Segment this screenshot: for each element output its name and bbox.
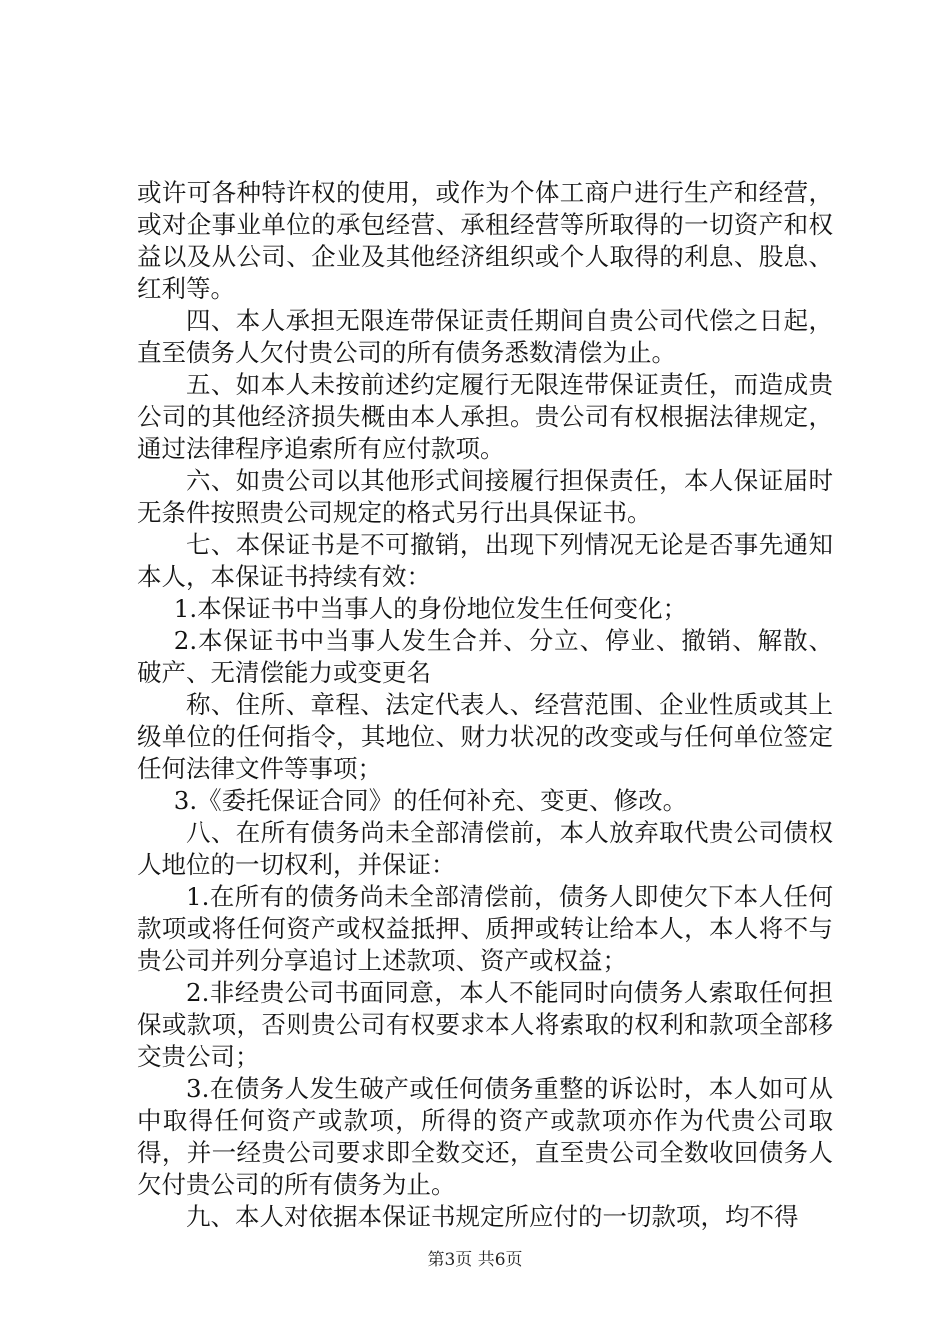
- paragraph-clause-6: 六、如贵公司以其他形式间接履行担保责任，本人保证届时无条件按照贵公司规定的格式另行出具保证书。: [137, 466, 833, 527]
- paragraph-clause-8-item-3: 3.在债务人发生破产或任何债务重整的诉讼时，本人如可从中取得任何资产或款项，所得的资产或款项亦作为代贵公司取得，并一经贵公司要求即全数交还，直至贵公司全数收回债务人欠付贵公司的所有债务为止。: [137, 1074, 833, 1199]
- paragraph-clause-7-item-1: 1.本保证书中当事人的身份地位发生任何变化；: [173, 594, 688, 623]
- paragraph-continuation: 或许可各种特许权的使用，或作为个体工商户进行生产和经营，或对企事业单位的承包经营、承租经营等所取得的一切资产和权益以及从公司、企业及其他经济组织或个人取得的利息、股息、红利等。: [137, 178, 833, 303]
- paragraph-clause-4: 四、本人承担无限连带保证责任期间自贵公司代偿之日起，直至债务人欠付贵公司的所有债务悉数清偿为止。: [137, 306, 833, 367]
- paragraph-clause-8-item-1: 1.在所有的债务尚未全部清偿前，债务人即使欠下本人任何款项或将任何资产或权益抵押、质押或转让给本人，本人将不与贵公司并列分享追讨上述款项、资产或权益；: [137, 882, 833, 975]
- page-number-footer: 第3页 共6页: [427, 1250, 523, 1270]
- paragraph-clause-7-item-2-cont: 称、住所、章程、法定代表人、经营范围、企业性质或其上级单位的任何指令，其地位、财力状况的改变或与任何单位签定任何法律文件等事项；: [137, 690, 833, 783]
- paragraph-clause-8-item-2: 2.非经贵公司书面同意，本人不能同时向债务人索取任何担保或款项，否则贵公司有权要求本人将索取的权利和款项全部移交贵公司；: [137, 978, 833, 1071]
- paragraph-clause-5: 五、如本人未按前述约定履行无限连带保证责任，而造成贵公司的其他经济损失概由本人承担。贵公司有权根据法律规定，通过法律程序追索所有应付款项。: [137, 370, 833, 463]
- paragraph-clause-8: 八、在所有债务尚未全部清偿前，本人放弃取代贵公司债权人地位的一切权利，并保证：: [137, 818, 833, 879]
- paragraph-clause-9: 九、本人对依据本保证书规定所应付的一切款项，均不得: [186, 1202, 799, 1231]
- paragraph-clause-7-item-2: 2.本保证书中当事人发生合并、分立、停业、撤销、解散、破产、无清偿能力或变更名: [137, 626, 833, 687]
- paragraph-clause-7: 七、本保证书是不可撤销，出现下列情况无论是否事先通知本人，本保证书持续有效：: [137, 530, 833, 591]
- paragraph-clause-7-item-3: 3.《委托保证合同》的任何补充、变更、修改。: [173, 786, 688, 815]
- document-body: [137, 177, 833, 1233]
